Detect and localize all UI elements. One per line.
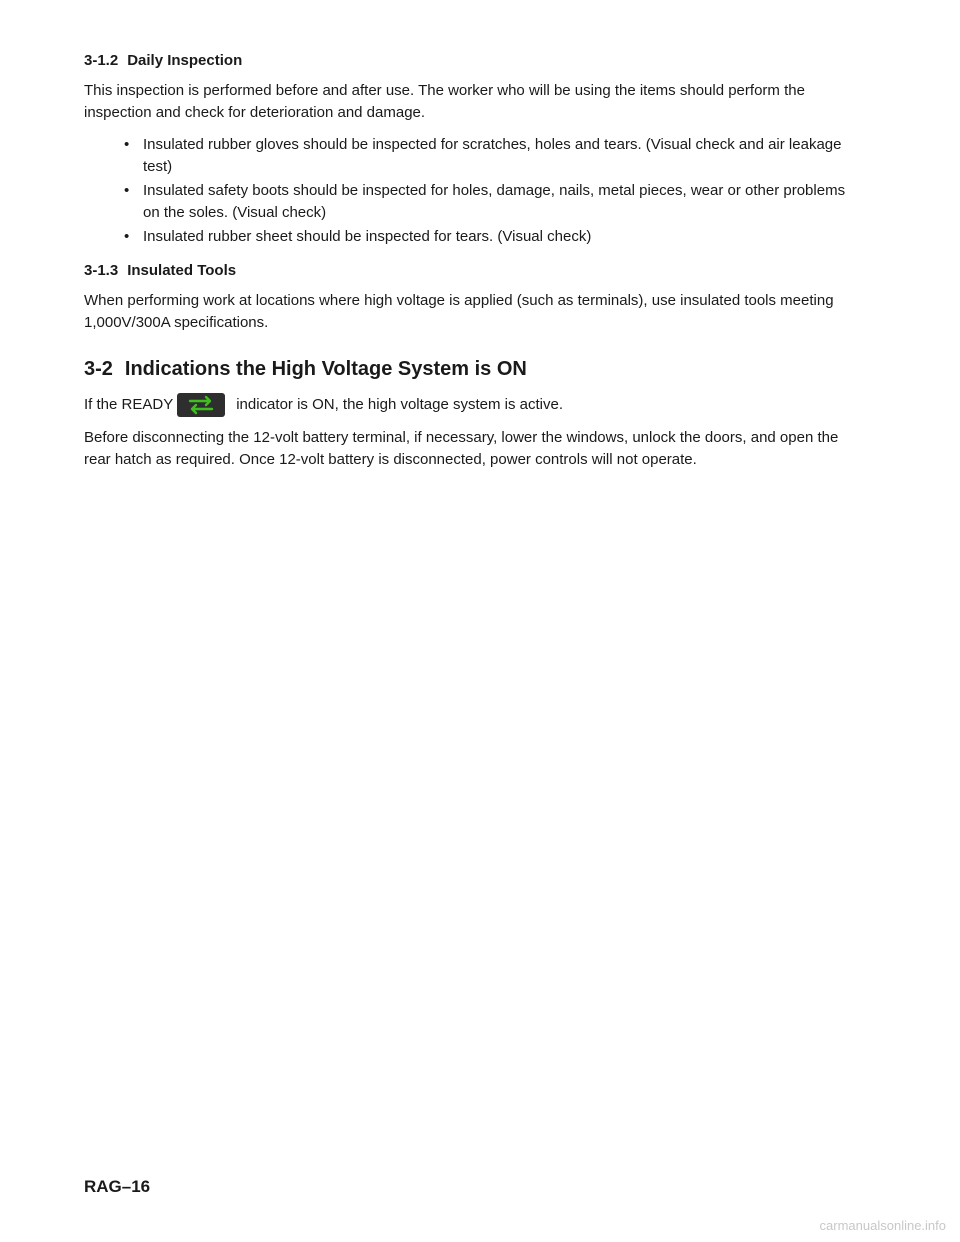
ready-indicator-line <box>84 393 864 417</box>
section-heading-daily-inspection <box>84 52 864 69</box>
section-title: Insulated Tools <box>127 262 237 279</box>
section-heading-high-voltage-indications <box>84 358 864 381</box>
section-heading-insulated-tools <box>84 262 864 279</box>
bullet-marker: • <box>124 136 130 153</box>
section-number: 3-1.2 <box>84 52 119 69</box>
section-number: 3-2 <box>84 358 113 380</box>
watermark: carmanualsonline.info <box>819 1218 946 1233</box>
battery-disconnect-text: Before disconnecting the 12-volt battery terminal, if necessary, lower the windows, unlock the doors, and open the rear hatch as required. Once 12-volt battery is disconnected, power controls will not operate. <box>84 429 839 468</box>
document-body <box>84 52 864 481</box>
list-item-text: Insulated rubber gloves should be inspected for scratches, holes and tears. (Visual check and air leakage test) <box>143 136 842 175</box>
page-number: RAG–16 <box>84 1177 151 1196</box>
list-item <box>84 180 864 224</box>
inspection-bullet-list <box>84 134 864 248</box>
bullet-marker: • <box>124 228 130 245</box>
section-title: Daily Inspection <box>127 52 243 69</box>
bullet-marker: • <box>124 182 130 199</box>
ready-indicator-icon <box>177 393 225 417</box>
list-item <box>84 134 864 178</box>
section-title: Indications the High Voltage System is ON <box>124 358 527 380</box>
section-number: 3-1.3 <box>84 262 119 279</box>
ready-text-before: If the READY <box>84 396 174 413</box>
insulated-tools-text: When performing work at locations where high voltage is applied (such as terminals), use insulated tools meeting 1,000V/300A specifications. <box>84 292 834 331</box>
ready-text-after: indicator is ON, the high voltage system is active. <box>236 396 564 413</box>
car-arrows-icon <box>177 393 225 417</box>
daily-inspection-intro: This inspection is performed before and after use. The worker who will be using the items should perform the inspection and check for deterioration and damage. <box>84 82 805 121</box>
list-item <box>84 226 864 248</box>
list-item-text: Insulated safety boots should be inspected for holes, damage, nails, metal pieces, wear or other problems on the soles. (Visual check) <box>143 182 846 221</box>
list-item-text: Insulated rubber sheet should be inspected for tears. (Visual check) <box>143 228 592 245</box>
